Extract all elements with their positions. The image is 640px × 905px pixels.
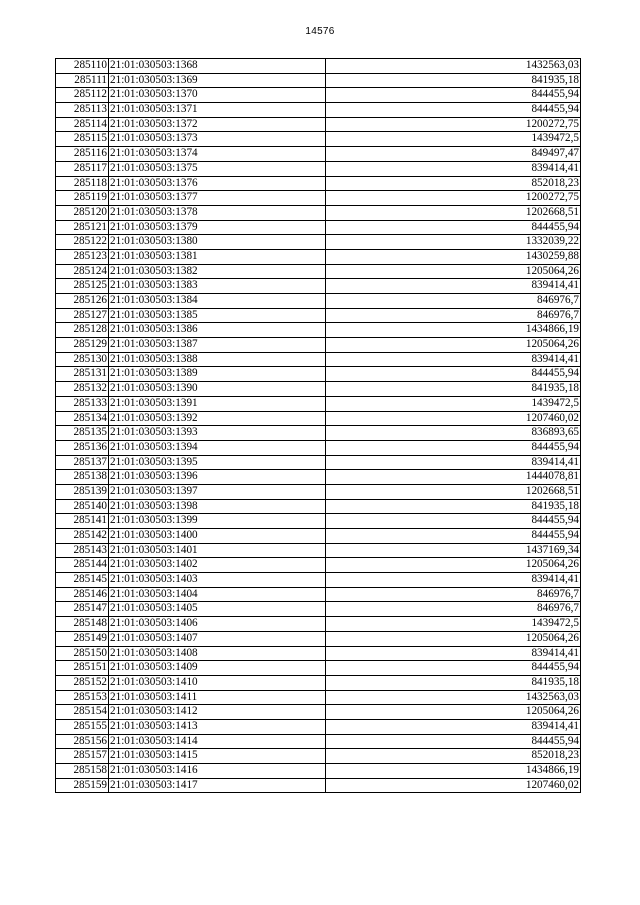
row-id-cell: 285153 bbox=[56, 690, 109, 705]
table-row bbox=[56, 499, 581, 514]
cadastral-value-cell: 1444078,81 bbox=[326, 470, 581, 485]
row-id-cell: 285150 bbox=[56, 646, 109, 661]
table-row bbox=[56, 705, 581, 720]
row-id-cell: 285134 bbox=[56, 411, 109, 426]
cadastral-number-cell: 21:01:030503:1402 bbox=[109, 558, 326, 573]
row-id-cell: 285116 bbox=[56, 147, 109, 162]
row-id-cell: 285112 bbox=[56, 88, 109, 103]
table-row bbox=[56, 719, 581, 734]
cadastral-value-cell: 1439472,5 bbox=[326, 132, 581, 147]
cadastral-value-cell: 1432563,03 bbox=[326, 690, 581, 705]
table-row bbox=[56, 602, 581, 617]
row-id-cell: 285126 bbox=[56, 294, 109, 309]
table-row bbox=[56, 661, 581, 676]
table-row bbox=[56, 587, 581, 602]
cadastral-value-cell: 844455,94 bbox=[326, 661, 581, 676]
cadastral-number-cell: 21:01:030503:1413 bbox=[109, 719, 326, 734]
cadastral-value-cell: 1439472,5 bbox=[326, 617, 581, 632]
table-row bbox=[56, 470, 581, 485]
row-id-cell: 285144 bbox=[56, 558, 109, 573]
row-id-cell: 285131 bbox=[56, 367, 109, 382]
table-row bbox=[56, 749, 581, 764]
row-id-cell: 285133 bbox=[56, 396, 109, 411]
cadastral-value-cell: 841935,18 bbox=[326, 382, 581, 397]
row-id-cell: 285124 bbox=[56, 264, 109, 279]
row-id-cell: 285119 bbox=[56, 191, 109, 206]
cadastral-value-cell: 1205064,26 bbox=[326, 631, 581, 646]
row-id-cell: 285152 bbox=[56, 675, 109, 690]
cadastral-number-cell: 21:01:030503:1404 bbox=[109, 587, 326, 602]
row-id-cell: 285149 bbox=[56, 631, 109, 646]
table-row bbox=[56, 59, 581, 74]
cadastral-number-cell: 21:01:030503:1395 bbox=[109, 455, 326, 470]
cadastral-number-cell: 21:01:030503:1379 bbox=[109, 220, 326, 235]
registry-table-body bbox=[56, 59, 581, 793]
row-id-cell: 285129 bbox=[56, 338, 109, 353]
cadastral-number-cell: 21:01:030503:1394 bbox=[109, 440, 326, 455]
cadastral-value-cell: 1430259,88 bbox=[326, 249, 581, 264]
table-row bbox=[56, 484, 581, 499]
table-row bbox=[56, 294, 581, 309]
row-id-cell: 285132 bbox=[56, 382, 109, 397]
row-id-cell: 285146 bbox=[56, 587, 109, 602]
row-id-cell: 285135 bbox=[56, 426, 109, 441]
cadastral-number-cell: 21:01:030503:1397 bbox=[109, 484, 326, 499]
cadastral-value-cell: 844455,94 bbox=[326, 367, 581, 382]
row-id-cell: 285140 bbox=[56, 499, 109, 514]
row-id-cell: 285154 bbox=[56, 705, 109, 720]
cadastral-value-cell: 844455,94 bbox=[326, 440, 581, 455]
cadastral-number-cell: 21:01:030503:1378 bbox=[109, 205, 326, 220]
table-row bbox=[56, 514, 581, 529]
table-row bbox=[56, 323, 581, 338]
row-id-cell: 285113 bbox=[56, 103, 109, 118]
row-id-cell: 285143 bbox=[56, 543, 109, 558]
cadastral-number-cell: 21:01:030503:1412 bbox=[109, 705, 326, 720]
cadastral-number-cell: 21:01:030503:1401 bbox=[109, 543, 326, 558]
cadastral-number-cell: 21:01:030503:1405 bbox=[109, 602, 326, 617]
cadastral-value-cell: 1434866,19 bbox=[326, 323, 581, 338]
table-row bbox=[56, 396, 581, 411]
cadastral-number-cell: 21:01:030503:1416 bbox=[109, 764, 326, 779]
cadastral-number-cell: 21:01:030503:1388 bbox=[109, 352, 326, 367]
row-id-cell: 285138 bbox=[56, 470, 109, 485]
cadastral-number-cell: 21:01:030503:1371 bbox=[109, 103, 326, 118]
table-row bbox=[56, 161, 581, 176]
cadastral-value-cell: 1202668,51 bbox=[326, 484, 581, 499]
cadastral-number-cell: 21:01:030503:1384 bbox=[109, 294, 326, 309]
cadastral-number-cell: 21:01:030503:1376 bbox=[109, 176, 326, 191]
table-row bbox=[56, 88, 581, 103]
row-id-cell: 285123 bbox=[56, 249, 109, 264]
row-id-cell: 285120 bbox=[56, 205, 109, 220]
table-row bbox=[56, 558, 581, 573]
cadastral-value-cell: 852018,23 bbox=[326, 176, 581, 191]
registry-table bbox=[55, 58, 581, 793]
cadastral-value-cell: 1200272,75 bbox=[326, 117, 581, 132]
cadastral-value-cell: 839414,41 bbox=[326, 719, 581, 734]
cadastral-value-cell: 846976,7 bbox=[326, 587, 581, 602]
cadastral-value-cell: 839414,41 bbox=[326, 455, 581, 470]
cadastral-value-cell: 1205064,26 bbox=[326, 264, 581, 279]
row-id-cell: 285156 bbox=[56, 734, 109, 749]
cadastral-number-cell: 21:01:030503:1393 bbox=[109, 426, 326, 441]
cadastral-number-cell: 21:01:030503:1403 bbox=[109, 573, 326, 588]
row-id-cell: 285139 bbox=[56, 484, 109, 499]
cadastral-number-cell: 21:01:030503:1374 bbox=[109, 147, 326, 162]
table-row bbox=[56, 617, 581, 632]
cadastral-value-cell: 1207460,02 bbox=[326, 778, 581, 793]
cadastral-number-cell: 21:01:030503:1386 bbox=[109, 323, 326, 338]
cadastral-number-cell: 21:01:030503:1370 bbox=[109, 88, 326, 103]
table-row bbox=[56, 220, 581, 235]
row-id-cell: 285148 bbox=[56, 617, 109, 632]
table-row bbox=[56, 764, 581, 779]
table-row bbox=[56, 264, 581, 279]
table-row bbox=[56, 573, 581, 588]
cadastral-value-cell: 839414,41 bbox=[326, 646, 581, 661]
cadastral-value-cell: 839414,41 bbox=[326, 279, 581, 294]
table-row bbox=[56, 367, 581, 382]
cadastral-value-cell: 844455,94 bbox=[326, 529, 581, 544]
cadastral-number-cell: 21:01:030503:1383 bbox=[109, 279, 326, 294]
row-id-cell: 285115 bbox=[56, 132, 109, 147]
page-number: 14576 bbox=[305, 26, 335, 37]
table-row bbox=[56, 103, 581, 118]
cadastral-number-cell: 21:01:030503:1391 bbox=[109, 396, 326, 411]
cadastral-value-cell: 844455,94 bbox=[326, 514, 581, 529]
cadastral-number-cell: 21:01:030503:1409 bbox=[109, 661, 326, 676]
row-id-cell: 285136 bbox=[56, 440, 109, 455]
cadastral-value-cell: 839414,41 bbox=[326, 573, 581, 588]
row-id-cell: 285128 bbox=[56, 323, 109, 338]
cadastral-number-cell: 21:01:030503:1398 bbox=[109, 499, 326, 514]
table-row bbox=[56, 734, 581, 749]
cadastral-value-cell: 849497,47 bbox=[326, 147, 581, 162]
cadastral-value-cell: 841935,18 bbox=[326, 73, 581, 88]
cadastral-number-cell: 21:01:030503:1417 bbox=[109, 778, 326, 793]
cadastral-value-cell: 836893,65 bbox=[326, 426, 581, 441]
cadastral-value-cell: 844455,94 bbox=[326, 220, 581, 235]
table-row bbox=[56, 117, 581, 132]
row-id-cell: 285141 bbox=[56, 514, 109, 529]
cadastral-number-cell: 21:01:030503:1415 bbox=[109, 749, 326, 764]
row-id-cell: 285117 bbox=[56, 161, 109, 176]
table-row bbox=[56, 279, 581, 294]
cadastral-value-cell: 844455,94 bbox=[326, 734, 581, 749]
row-id-cell: 285122 bbox=[56, 235, 109, 250]
row-id-cell: 285111 bbox=[56, 73, 109, 88]
row-id-cell: 285130 bbox=[56, 352, 109, 367]
cadastral-value-cell: 1200272,75 bbox=[326, 191, 581, 206]
cadastral-number-cell: 21:01:030503:1410 bbox=[109, 675, 326, 690]
cadastral-number-cell: 21:01:030503:1373 bbox=[109, 132, 326, 147]
cadastral-number-cell: 21:01:030503:1399 bbox=[109, 514, 326, 529]
cadastral-number-cell: 21:01:030503:1382 bbox=[109, 264, 326, 279]
row-id-cell: 285159 bbox=[56, 778, 109, 793]
cadastral-number-cell: 21:01:030503:1400 bbox=[109, 529, 326, 544]
table-row bbox=[56, 249, 581, 264]
table-row bbox=[56, 646, 581, 661]
cadastral-number-cell: 21:01:030503:1380 bbox=[109, 235, 326, 250]
row-id-cell: 285118 bbox=[56, 176, 109, 191]
cadastral-value-cell: 839414,41 bbox=[326, 352, 581, 367]
table-row bbox=[56, 675, 581, 690]
cadastral-number-cell: 21:01:030503:1368 bbox=[109, 59, 326, 74]
cadastral-number-cell: 21:01:030503:1390 bbox=[109, 382, 326, 397]
cadastral-number-cell: 21:01:030503:1407 bbox=[109, 631, 326, 646]
row-id-cell: 285158 bbox=[56, 764, 109, 779]
cadastral-number-cell: 21:01:030503:1381 bbox=[109, 249, 326, 264]
table-row bbox=[56, 543, 581, 558]
cadastral-number-cell: 21:01:030503:1375 bbox=[109, 161, 326, 176]
table-row bbox=[56, 73, 581, 88]
cadastral-number-cell: 21:01:030503:1369 bbox=[109, 73, 326, 88]
row-id-cell: 285142 bbox=[56, 529, 109, 544]
row-id-cell: 285137 bbox=[56, 455, 109, 470]
row-id-cell: 285110 bbox=[56, 59, 109, 74]
cadastral-value-cell: 1437169,34 bbox=[326, 543, 581, 558]
row-id-cell: 285145 bbox=[56, 573, 109, 588]
table-row bbox=[56, 690, 581, 705]
table-row bbox=[56, 205, 581, 220]
table-row bbox=[56, 176, 581, 191]
table-row bbox=[56, 411, 581, 426]
cadastral-number-cell: 21:01:030503:1396 bbox=[109, 470, 326, 485]
cadastral-number-cell: 21:01:030503:1411 bbox=[109, 690, 326, 705]
cadastral-value-cell: 1434866,19 bbox=[326, 764, 581, 779]
table-row bbox=[56, 440, 581, 455]
row-id-cell: 285121 bbox=[56, 220, 109, 235]
table-row bbox=[56, 308, 581, 323]
cadastral-number-cell: 21:01:030503:1392 bbox=[109, 411, 326, 426]
cadastral-value-cell: 846976,7 bbox=[326, 602, 581, 617]
cadastral-value-cell: 846976,7 bbox=[326, 308, 581, 323]
table-row bbox=[56, 426, 581, 441]
cadastral-value-cell: 1205064,26 bbox=[326, 558, 581, 573]
row-id-cell: 285155 bbox=[56, 719, 109, 734]
cadastral-value-cell: 839414,41 bbox=[326, 161, 581, 176]
row-id-cell: 285127 bbox=[56, 308, 109, 323]
table-row bbox=[56, 235, 581, 250]
table-row bbox=[56, 778, 581, 793]
table-row bbox=[56, 529, 581, 544]
table-row bbox=[56, 132, 581, 147]
table-row bbox=[56, 191, 581, 206]
cadastral-value-cell: 1432563,03 bbox=[326, 59, 581, 74]
table-row bbox=[56, 455, 581, 470]
cadastral-value-cell: 1207460,02 bbox=[326, 411, 581, 426]
row-id-cell: 285157 bbox=[56, 749, 109, 764]
cadastral-value-cell: 1202668,51 bbox=[326, 205, 581, 220]
cadastral-number-cell: 21:01:030503:1387 bbox=[109, 338, 326, 353]
table-row bbox=[56, 352, 581, 367]
cadastral-value-cell: 841935,18 bbox=[326, 499, 581, 514]
cadastral-value-cell: 852018,23 bbox=[326, 749, 581, 764]
table-row bbox=[56, 147, 581, 162]
cadastral-value-cell: 844455,94 bbox=[326, 88, 581, 103]
cadastral-value-cell: 1205064,26 bbox=[326, 338, 581, 353]
table-row bbox=[56, 382, 581, 397]
table-row bbox=[56, 631, 581, 646]
cadastral-number-cell: 21:01:030503:1406 bbox=[109, 617, 326, 632]
row-id-cell: 285151 bbox=[56, 661, 109, 676]
cadastral-value-cell: 1205064,26 bbox=[326, 705, 581, 720]
cadastral-value-cell: 846976,7 bbox=[326, 294, 581, 309]
cadastral-number-cell: 21:01:030503:1389 bbox=[109, 367, 326, 382]
cadastral-number-cell: 21:01:030503:1372 bbox=[109, 117, 326, 132]
cadastral-number-cell: 21:01:030503:1408 bbox=[109, 646, 326, 661]
cadastral-number-cell: 21:01:030503:1385 bbox=[109, 308, 326, 323]
cadastral-value-cell: 841935,18 bbox=[326, 675, 581, 690]
cadastral-value-cell: 844455,94 bbox=[326, 103, 581, 118]
cadastral-value-cell: 1332039,22 bbox=[326, 235, 581, 250]
row-id-cell: 285147 bbox=[56, 602, 109, 617]
row-id-cell: 285114 bbox=[56, 117, 109, 132]
cadastral-number-cell: 21:01:030503:1414 bbox=[109, 734, 326, 749]
table-row bbox=[56, 338, 581, 353]
cadastral-value-cell: 1439472,5 bbox=[326, 396, 581, 411]
row-id-cell: 285125 bbox=[56, 279, 109, 294]
cadastral-number-cell: 21:01:030503:1377 bbox=[109, 191, 326, 206]
